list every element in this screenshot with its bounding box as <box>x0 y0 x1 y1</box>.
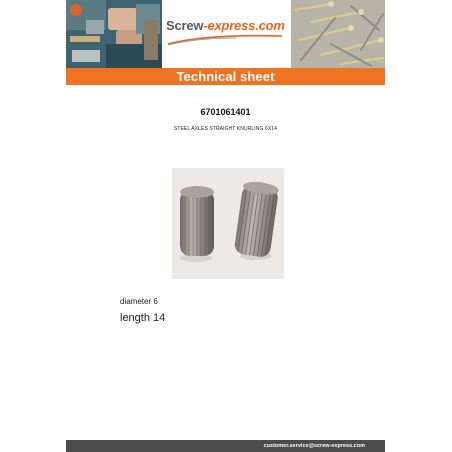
left-axle <box>180 186 214 256</box>
logo-domain: -express.com <box>203 18 285 33</box>
footer-email[interactable]: customer.service@screw-express.com <box>263 443 365 449</box>
knurled-steel-axles-photo <box>172 168 284 279</box>
technical-sheet-banner <box>66 68 385 85</box>
banner-title: Technical sheet <box>176 69 275 84</box>
header <box>66 0 385 68</box>
product-description: STEEL AXLES STRAIGHT KNURLING 6X14 <box>173 126 278 132</box>
logo-brand: Screw <box>166 18 204 33</box>
brand-logo <box>166 18 286 58</box>
spec-length: length 14 <box>120 312 166 324</box>
spec-diameter: diameter 6 <box>120 297 158 306</box>
logo-swoosh-icon <box>166 34 286 46</box>
tool-workbench-photo <box>66 0 162 68</box>
footer-bar <box>66 440 385 452</box>
product-reference: 6701061401 <box>200 107 251 117</box>
screws-pile-photo <box>291 0 385 68</box>
technical-sheet <box>66 0 385 452</box>
